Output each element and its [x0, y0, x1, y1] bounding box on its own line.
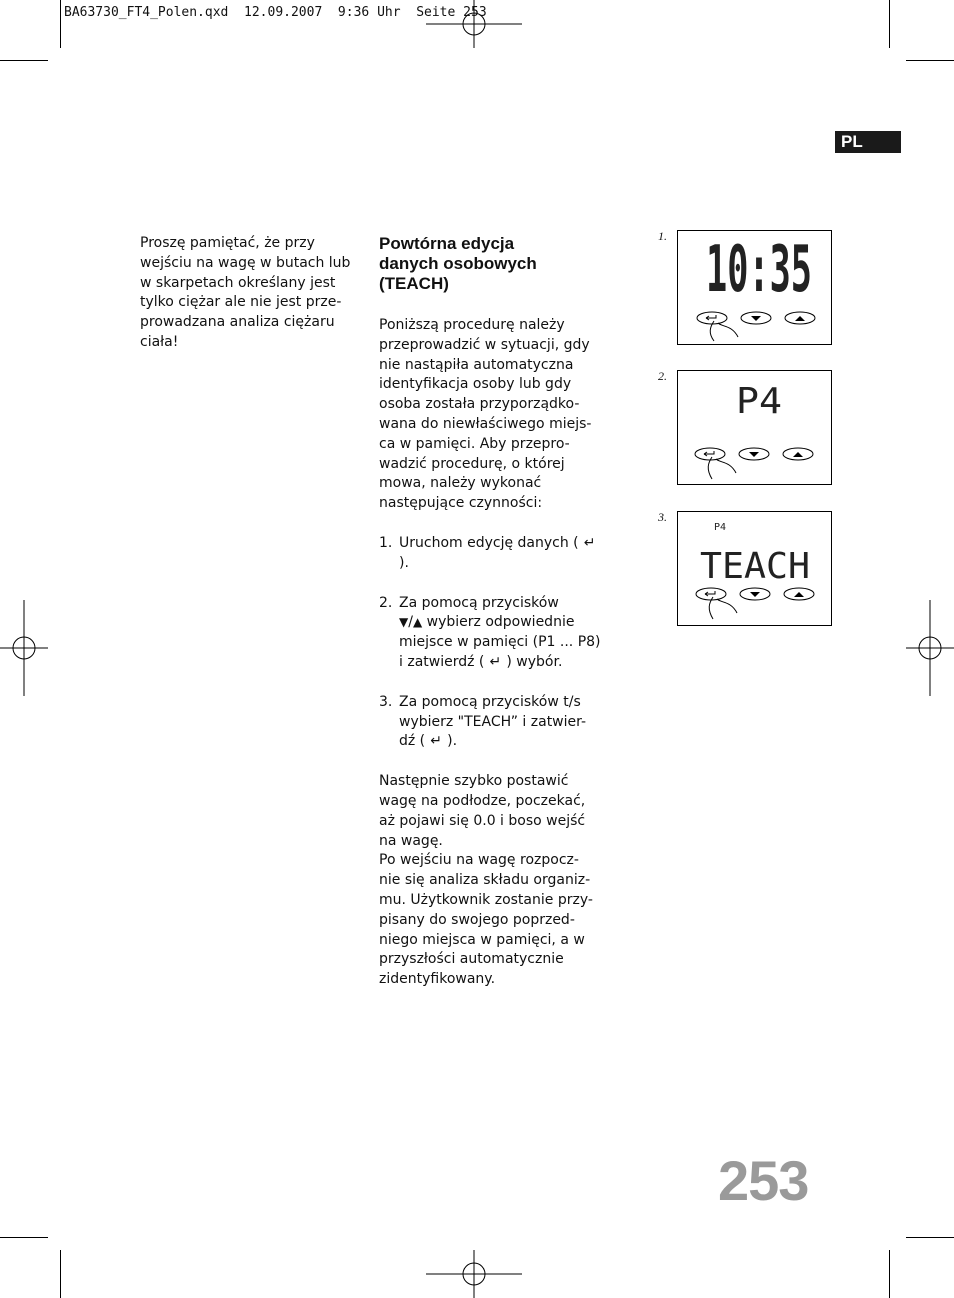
lcd-digits: TEACH: [700, 546, 810, 587]
step-item: [379, 534, 604, 574]
display-panel: [677, 230, 832, 345]
display-panel: [677, 370, 832, 485]
crop-mark: [60, 0, 61, 48]
display-panel: [677, 511, 832, 626]
down-arrow-icon: ▼: [399, 615, 409, 630]
figure-label: 2.: [658, 369, 667, 383]
scale-display: [678, 231, 831, 344]
registration-mark: [0, 600, 48, 696]
figure-label: 3.: [658, 510, 667, 524]
enter-icon: ↵: [489, 653, 502, 670]
crop-mark: [889, 0, 890, 48]
outro-paragraph: Po wejściu na wagę rozpocz- nie się analiza składu organiz- mu. Użytkownik zostanie przy- pisany do swojego poprzed- niego miejsca w pamięci, a w przyszłości automatycznie zidentyfikowany.: [379, 852, 593, 988]
note-text: Proszę pamiętać, że przy wejściu na wagę w butach lub w skarpetach określany jest tylko ciężar ale nie jest prze- prowadzana analiza ciężaru ciała!: [140, 235, 351, 350]
step-number: 1.: [379, 534, 393, 551]
crop-mark: [906, 1237, 954, 1238]
figure-label: 1.: [658, 229, 667, 243]
memory-slot-indicator: P4: [714, 522, 727, 533]
registration-mark: [906, 600, 954, 696]
step-text: Za pomocą przycisków: [399, 594, 559, 611]
enter-icon: ↵: [583, 534, 596, 551]
registration-mark: [426, 1250, 522, 1298]
crop-mark: [889, 1250, 890, 1298]
title-line: (TEACH): [379, 274, 449, 293]
crop-mark: [906, 60, 954, 61]
enter-icon: ↵: [430, 733, 443, 750]
up-arrow-icon: ▲: [412, 615, 423, 630]
intro-paragraph: Poniższą procedurę należy przeprowadzić w sytuacji, gdy nie nastąpiła automatyczna identyfikacja osoby lub gdy osoba została przyporządko- wana do niewłaściwego miejs- ca w pamięci. Aby przepro- wadzić procedurę, o której mowa, należy wykonać następujące czynności:: [379, 317, 592, 512]
section-title: [379, 234, 604, 294]
slash-glyph: /: [408, 614, 413, 631]
scale-display: [678, 371, 831, 484]
step-item: [379, 594, 604, 673]
print-slug: BA63730_FT4_Polen.qxd 12.09.2007 9:36 Uhr Seite 253: [64, 5, 487, 20]
crop-mark: [0, 60, 48, 61]
page-number: 253: [718, 1149, 809, 1212]
step-text: Za pomocą przycisków t/s wybierz "TEACH” i zatwier- dź (: [399, 693, 587, 750]
title-line: danych osobowych: [379, 254, 537, 273]
lcd-digits: 10:35: [706, 233, 812, 307]
outro-paragraph: Następnie szybko postawić wagę na podłodze, poczekać, aż pojawi się 0.0 i boso wejść na wagę.: [379, 773, 586, 849]
scale-display: [678, 512, 831, 625]
step-item: [379, 693, 604, 752]
step-list: [379, 534, 604, 752]
main-column: [379, 234, 604, 1010]
language-tab: PL: [835, 131, 901, 153]
lcd-digits: P4: [736, 381, 782, 422]
step-number: 2.: [379, 594, 393, 611]
step-text: wybierz odpowiednie miejsce w pamięci (P1 ... P8) i zatwierdź (: [399, 614, 601, 670]
step-text: Uruchom edycję danych (: [399, 534, 579, 551]
crop-mark: [60, 1250, 61, 1298]
crop-mark: [0, 1237, 48, 1238]
step-text: ).: [399, 554, 409, 571]
step-text: ).: [447, 733, 458, 750]
step-text: ) wybór.: [506, 653, 563, 670]
step-number: 3.: [379, 693, 393, 710]
title-line: Powtórna edycja: [379, 234, 515, 253]
